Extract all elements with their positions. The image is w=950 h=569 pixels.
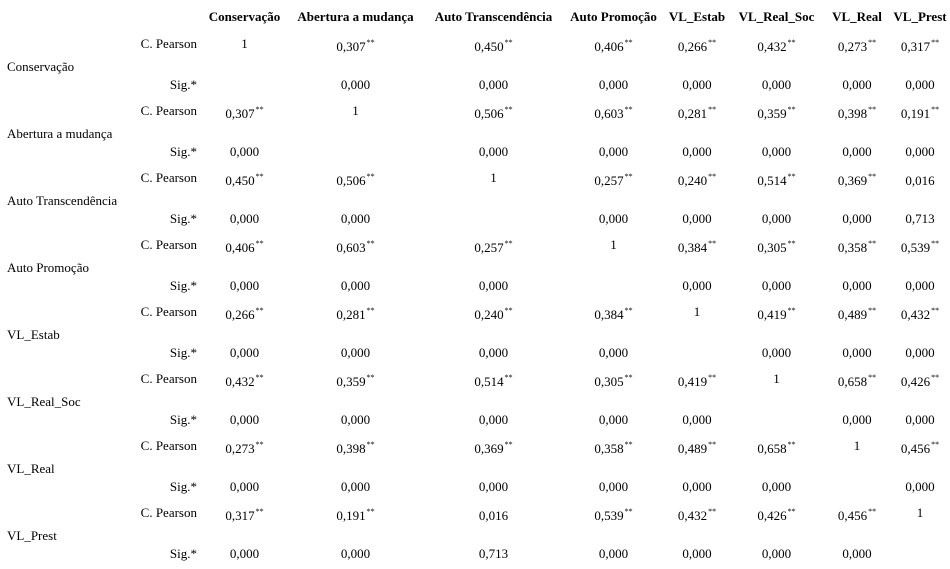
sig-value: 0,000 — [425, 338, 562, 369]
table-row-pearson — [0, 167, 950, 204]
sig-value: 0,000 — [890, 405, 950, 436]
significance-marker: ** — [367, 306, 375, 315]
stat-label-pearson: C. Pearson — [131, 167, 203, 204]
pearson-value: 0,450 — [474, 39, 503, 54]
table-row-pearson — [0, 435, 950, 472]
row-variable-name: VL_Real_Soc — [0, 368, 131, 435]
significance-marker: ** — [788, 507, 796, 516]
table-row-pearson — [0, 100, 950, 137]
pearson-cell — [665, 100, 729, 137]
pearson-value: 0,489 — [678, 441, 707, 456]
sig-value: 0,000 — [729, 539, 824, 569]
sig-value: 0,000 — [286, 70, 425, 101]
pearson-cell — [203, 368, 286, 405]
pearson-cell — [562, 435, 665, 472]
col-header: VL_Estab — [665, 0, 729, 33]
sig-value: 0,000 — [562, 539, 665, 569]
significance-marker: ** — [256, 507, 264, 516]
pearson-cell — [729, 301, 824, 338]
sig-value: 0,000 — [890, 271, 950, 302]
pearson-value: 0,191 — [336, 508, 365, 523]
table-row-pearson — [0, 502, 950, 539]
pearson-value: 1 — [917, 505, 924, 520]
sig-value: 0,000 — [665, 137, 729, 168]
pearson-cell — [562, 502, 665, 539]
sig-value: 0,000 — [665, 472, 729, 503]
header-blank-stat — [131, 0, 203, 33]
pearson-cell — [286, 301, 425, 338]
significance-marker: ** — [868, 507, 876, 516]
sig-value: 0,000 — [203, 539, 286, 569]
sig-value: 0,000 — [286, 204, 425, 235]
row-variable-name: Auto Promoção — [0, 234, 131, 301]
header-blank-var — [0, 0, 131, 33]
pearson-cell — [286, 368, 425, 405]
significance-marker: ** — [505, 306, 513, 315]
pearson-cell — [665, 167, 729, 204]
pearson-cell — [425, 502, 562, 539]
col-header: Auto Transcendência — [425, 0, 562, 33]
sig-value — [286, 137, 425, 168]
sig-value: 0,000 — [729, 204, 824, 235]
pearson-value: 1 — [241, 36, 248, 51]
significance-marker: ** — [708, 507, 716, 516]
sig-value: 0,000 — [729, 137, 824, 168]
sig-value: 0,000 — [203, 472, 286, 503]
significance-marker: ** — [868, 306, 876, 315]
sig-value: 0,000 — [729, 70, 824, 101]
stat-label-sig: Sig.* — [131, 472, 203, 503]
pearson-cell — [425, 33, 562, 70]
table-row-pearson — [0, 234, 950, 271]
stat-label-pearson: C. Pearson — [131, 301, 203, 338]
pearson-value: 0,658 — [838, 374, 867, 389]
pearson-cell — [203, 167, 286, 204]
sig-value: 0,713 — [890, 204, 950, 235]
pearson-cell — [286, 234, 425, 271]
pearson-cell — [824, 368, 890, 405]
pearson-value: 0,257 — [594, 173, 623, 188]
pearson-cell — [890, 100, 950, 137]
pearson-value: 1 — [854, 438, 861, 453]
sig-value: 0,000 — [729, 271, 824, 302]
pearson-cell — [729, 502, 824, 539]
table-row-pearson — [0, 33, 950, 70]
sig-value: 0,000 — [562, 204, 665, 235]
significance-marker: ** — [505, 105, 513, 114]
significance-marker: ** — [788, 306, 796, 315]
pearson-cell — [665, 301, 729, 338]
significance-marker: ** — [367, 38, 375, 47]
pearson-value: 0,266 — [678, 39, 707, 54]
significance-marker: ** — [708, 38, 716, 47]
pearson-cell — [665, 435, 729, 472]
sig-value: 0,000 — [665, 539, 729, 569]
pearson-cell — [729, 435, 824, 472]
significance-marker: ** — [708, 105, 716, 114]
pearson-cell — [729, 100, 824, 137]
pearson-cell — [425, 167, 562, 204]
table-row-pearson — [0, 301, 950, 338]
significance-marker: ** — [505, 239, 513, 248]
sig-value: 0,000 — [425, 137, 562, 168]
pearson-cell — [562, 301, 665, 338]
table-row-sig — [0, 539, 950, 569]
table-row-sig — [0, 338, 950, 369]
stat-label-sig: Sig.* — [131, 70, 203, 101]
pearson-value: 0,191 — [901, 106, 930, 121]
sig-value: 0,000 — [562, 70, 665, 101]
pearson-cell — [286, 33, 425, 70]
sig-value — [890, 539, 950, 569]
sig-value: 0,000 — [729, 338, 824, 369]
pearson-value: 1 — [352, 103, 359, 118]
table-row-sig — [0, 271, 950, 302]
sig-value: 0,000 — [729, 472, 824, 503]
pearson-value: 0,307 — [225, 106, 254, 121]
pearson-value: 0,359 — [336, 374, 365, 389]
pearson-value: 0,506 — [336, 173, 365, 188]
sig-value: 0,000 — [890, 338, 950, 369]
row-variable-name: Conservação — [0, 33, 131, 100]
sig-value — [562, 271, 665, 302]
pearson-value: 0,426 — [901, 374, 930, 389]
col-header: VL_Real_Soc — [729, 0, 824, 33]
pearson-value: 0,359 — [757, 106, 786, 121]
significance-marker: ** — [931, 38, 939, 47]
sig-value — [824, 472, 890, 503]
pearson-value: 0,432 — [901, 307, 930, 322]
pearson-value: 0,266 — [225, 307, 254, 322]
pearson-value: 0,539 — [594, 508, 623, 523]
significance-marker: ** — [868, 239, 876, 248]
significance-marker: ** — [931, 105, 939, 114]
pearson-cell — [729, 368, 824, 405]
significance-marker: ** — [931, 373, 939, 382]
pearson-value: 0,273 — [225, 441, 254, 456]
pearson-cell — [824, 502, 890, 539]
significance-marker: ** — [788, 38, 796, 47]
sig-value: 0,000 — [425, 405, 562, 436]
pearson-value: 0,305 — [594, 374, 623, 389]
significance-marker: ** — [708, 440, 716, 449]
sig-value: 0,000 — [824, 137, 890, 168]
stat-label-pearson: C. Pearson — [131, 33, 203, 70]
pearson-value: 1 — [773, 371, 780, 386]
sig-value — [665, 338, 729, 369]
pearson-value: 0,539 — [901, 240, 930, 255]
sig-value: 0,000 — [286, 405, 425, 436]
sig-value — [729, 405, 824, 436]
significance-marker: ** — [367, 373, 375, 382]
pearson-value: 0,456 — [901, 441, 930, 456]
pearson-value: 0,514 — [474, 374, 503, 389]
significance-marker: ** — [256, 306, 264, 315]
pearson-value: 0,281 — [678, 106, 707, 121]
stat-label-pearson: C. Pearson — [131, 435, 203, 472]
pearson-cell — [562, 33, 665, 70]
pearson-value: 0,456 — [838, 508, 867, 523]
significance-marker: ** — [256, 239, 264, 248]
col-header: VL_Real — [824, 0, 890, 33]
sig-value: 0,000 — [562, 137, 665, 168]
significance-marker: ** — [505, 373, 513, 382]
sig-value — [203, 70, 286, 101]
stat-label-pearson: C. Pearson — [131, 100, 203, 137]
pearson-cell — [890, 167, 950, 204]
col-header: VL_Prest — [890, 0, 950, 33]
pearson-cell — [562, 167, 665, 204]
sig-value: 0,000 — [824, 539, 890, 569]
significance-marker: ** — [868, 105, 876, 114]
col-header: Abertura a mudança — [286, 0, 425, 33]
row-variable-name: Abertura a mudança — [0, 100, 131, 167]
pearson-value: 0,603 — [336, 240, 365, 255]
sig-value — [425, 204, 562, 235]
significance-marker: ** — [625, 440, 633, 449]
stat-label-sig: Sig.* — [131, 137, 203, 168]
pearson-value: 0,432 — [757, 39, 786, 54]
pearson-cell — [203, 33, 286, 70]
significance-marker: ** — [625, 38, 633, 47]
pearson-value: 0,514 — [757, 173, 786, 188]
pearson-cell — [824, 301, 890, 338]
table-row-sig — [0, 472, 950, 503]
pearson-value: 1 — [610, 237, 617, 252]
pearson-cell — [665, 234, 729, 271]
significance-marker: ** — [931, 239, 939, 248]
col-header: Conservação — [203, 0, 286, 33]
stat-label-sig: Sig.* — [131, 271, 203, 302]
pearson-cell — [562, 368, 665, 405]
pearson-cell — [729, 33, 824, 70]
sig-value: 0,000 — [203, 137, 286, 168]
pearson-value: 0,305 — [757, 240, 786, 255]
pearson-cell — [890, 435, 950, 472]
sig-value: 0,000 — [665, 70, 729, 101]
table-body — [0, 33, 950, 569]
pearson-value: 0,406 — [594, 39, 623, 54]
significance-marker: ** — [868, 373, 876, 382]
sig-value: 0,000 — [824, 70, 890, 101]
stat-label-pearson: C. Pearson — [131, 502, 203, 539]
table-row-sig — [0, 405, 950, 436]
pearson-value: 1 — [694, 304, 701, 319]
sig-value: 0,000 — [203, 271, 286, 302]
sig-value: 0,000 — [562, 472, 665, 503]
row-variable-name: VL_Estab — [0, 301, 131, 368]
pearson-cell — [203, 435, 286, 472]
pearson-value: 0,419 — [757, 307, 786, 322]
col-header: Auto Promoção — [562, 0, 665, 33]
row-variable-name: VL_Prest — [0, 502, 131, 569]
pearson-value: 0,489 — [838, 307, 867, 322]
pearson-cell — [824, 167, 890, 204]
pearson-value: 0,398 — [336, 441, 365, 456]
significance-marker: ** — [931, 440, 939, 449]
pearson-cell — [425, 301, 562, 338]
pearson-cell — [286, 100, 425, 137]
significance-marker: ** — [256, 172, 264, 181]
sig-value: 0,000 — [203, 338, 286, 369]
sig-value: 0,000 — [824, 405, 890, 436]
pearson-value: 0,240 — [678, 173, 707, 188]
significance-marker: ** — [256, 373, 264, 382]
stat-label-sig: Sig.* — [131, 204, 203, 235]
pearson-cell — [286, 435, 425, 472]
pearson-value: 0,432 — [225, 374, 254, 389]
sig-value: 0,000 — [203, 405, 286, 436]
significance-marker: ** — [625, 306, 633, 315]
sig-value: 0,000 — [890, 472, 950, 503]
sig-value: 0,000 — [286, 338, 425, 369]
significance-marker: ** — [505, 440, 513, 449]
significance-marker: ** — [868, 172, 876, 181]
pearson-value: 0,317 — [901, 39, 930, 54]
pearson-value: 0,384 — [594, 307, 623, 322]
pearson-value: 0,658 — [757, 441, 786, 456]
pearson-value: 0,426 — [757, 508, 786, 523]
stat-label-pearson: C. Pearson — [131, 368, 203, 405]
stat-label-sig: Sig.* — [131, 539, 203, 569]
pearson-value: 0,369 — [474, 441, 503, 456]
pearson-value: 0,016 — [479, 508, 508, 523]
pearson-cell — [890, 301, 950, 338]
pearson-cell — [665, 368, 729, 405]
table-row-sig — [0, 204, 950, 235]
pearson-cell — [203, 100, 286, 137]
significance-marker: ** — [367, 239, 375, 248]
pearson-cell — [665, 502, 729, 539]
pearson-value: 1 — [490, 170, 497, 185]
pearson-cell — [203, 301, 286, 338]
pearson-cell — [729, 167, 824, 204]
significance-marker: ** — [256, 440, 264, 449]
pearson-cell — [562, 234, 665, 271]
table-row-sig — [0, 70, 950, 101]
sig-value: 0,000 — [890, 137, 950, 168]
sig-value: 0,000 — [890, 70, 950, 101]
sig-value: 0,000 — [425, 271, 562, 302]
sig-value: 0,000 — [665, 204, 729, 235]
sig-value: 0,000 — [665, 405, 729, 436]
header-row — [0, 0, 950, 33]
sig-value: 0,000 — [824, 271, 890, 302]
pearson-value: 0,432 — [678, 508, 707, 523]
sig-value: 0,000 — [665, 271, 729, 302]
pearson-cell — [286, 502, 425, 539]
pearson-value: 0,384 — [678, 240, 707, 255]
sig-value: 0,000 — [425, 472, 562, 503]
table-row-pearson — [0, 368, 950, 405]
significance-marker: ** — [708, 373, 716, 382]
pearson-cell — [425, 100, 562, 137]
pearson-cell — [425, 234, 562, 271]
significance-marker: ** — [788, 440, 796, 449]
pearson-cell — [286, 167, 425, 204]
significance-marker: ** — [505, 38, 513, 47]
significance-marker: ** — [788, 239, 796, 248]
pearson-value: 0,450 — [225, 173, 254, 188]
significance-marker: ** — [708, 172, 716, 181]
pearson-value: 0,240 — [474, 307, 503, 322]
sig-value: 0,000 — [824, 338, 890, 369]
pearson-value: 0,273 — [838, 39, 867, 54]
pearson-cell — [729, 234, 824, 271]
row-variable-name: Auto Transcendência — [0, 167, 131, 234]
pearson-cell — [890, 502, 950, 539]
pearson-value: 0,307 — [336, 39, 365, 54]
row-variable-name: VL_Real — [0, 435, 131, 502]
pearson-cell — [890, 33, 950, 70]
significance-marker: ** — [931, 306, 939, 315]
significance-marker: ** — [256, 105, 264, 114]
significance-marker: ** — [788, 105, 796, 114]
pearson-cell — [203, 234, 286, 271]
pearson-value: 0,358 — [594, 441, 623, 456]
pearson-cell — [890, 368, 950, 405]
significance-marker: ** — [625, 105, 633, 114]
sig-value: 0,000 — [203, 204, 286, 235]
pearson-cell — [890, 234, 950, 271]
sig-value: 0,000 — [286, 472, 425, 503]
pearson-value: 0,317 — [225, 508, 254, 523]
stat-label-pearson: C. Pearson — [131, 234, 203, 271]
stat-label-sig: Sig.* — [131, 338, 203, 369]
pearson-value: 0,419 — [678, 374, 707, 389]
pearson-cell — [824, 234, 890, 271]
sig-value: 0,000 — [824, 204, 890, 235]
pearson-value: 0,358 — [838, 240, 867, 255]
pearson-cell — [562, 100, 665, 137]
pearson-value: 0,603 — [594, 106, 623, 121]
sig-value: 0,000 — [286, 539, 425, 569]
significance-marker: ** — [625, 507, 633, 516]
significance-marker: ** — [708, 239, 716, 248]
pearson-cell — [425, 368, 562, 405]
pearson-value: 0,406 — [225, 240, 254, 255]
pearson-cell — [824, 33, 890, 70]
pearson-cell — [203, 502, 286, 539]
pearson-value: 0,016 — [905, 173, 934, 188]
table-row-sig — [0, 137, 950, 168]
stat-label-sig: Sig.* — [131, 405, 203, 436]
sig-value: 0,000 — [562, 338, 665, 369]
pearson-value: 0,281 — [336, 307, 365, 322]
significance-marker: ** — [367, 440, 375, 449]
pearson-cell — [665, 33, 729, 70]
significance-marker: ** — [625, 172, 633, 181]
significance-marker: ** — [868, 38, 876, 47]
sig-value: 0,000 — [562, 405, 665, 436]
sig-value: 0,713 — [425, 539, 562, 569]
significance-marker: ** — [367, 507, 375, 516]
pearson-value: 0,506 — [474, 106, 503, 121]
significance-marker: ** — [788, 172, 796, 181]
significance-marker: ** — [367, 172, 375, 181]
significance-marker: ** — [625, 373, 633, 382]
pearson-value: 0,398 — [838, 106, 867, 121]
pearson-cell — [425, 435, 562, 472]
pearson-cell — [824, 435, 890, 472]
sig-value: 0,000 — [425, 70, 562, 101]
pearson-value: 0,369 — [838, 173, 867, 188]
sig-value: 0,000 — [286, 271, 425, 302]
pearson-value: 0,257 — [474, 240, 503, 255]
pearson-cell — [824, 100, 890, 137]
